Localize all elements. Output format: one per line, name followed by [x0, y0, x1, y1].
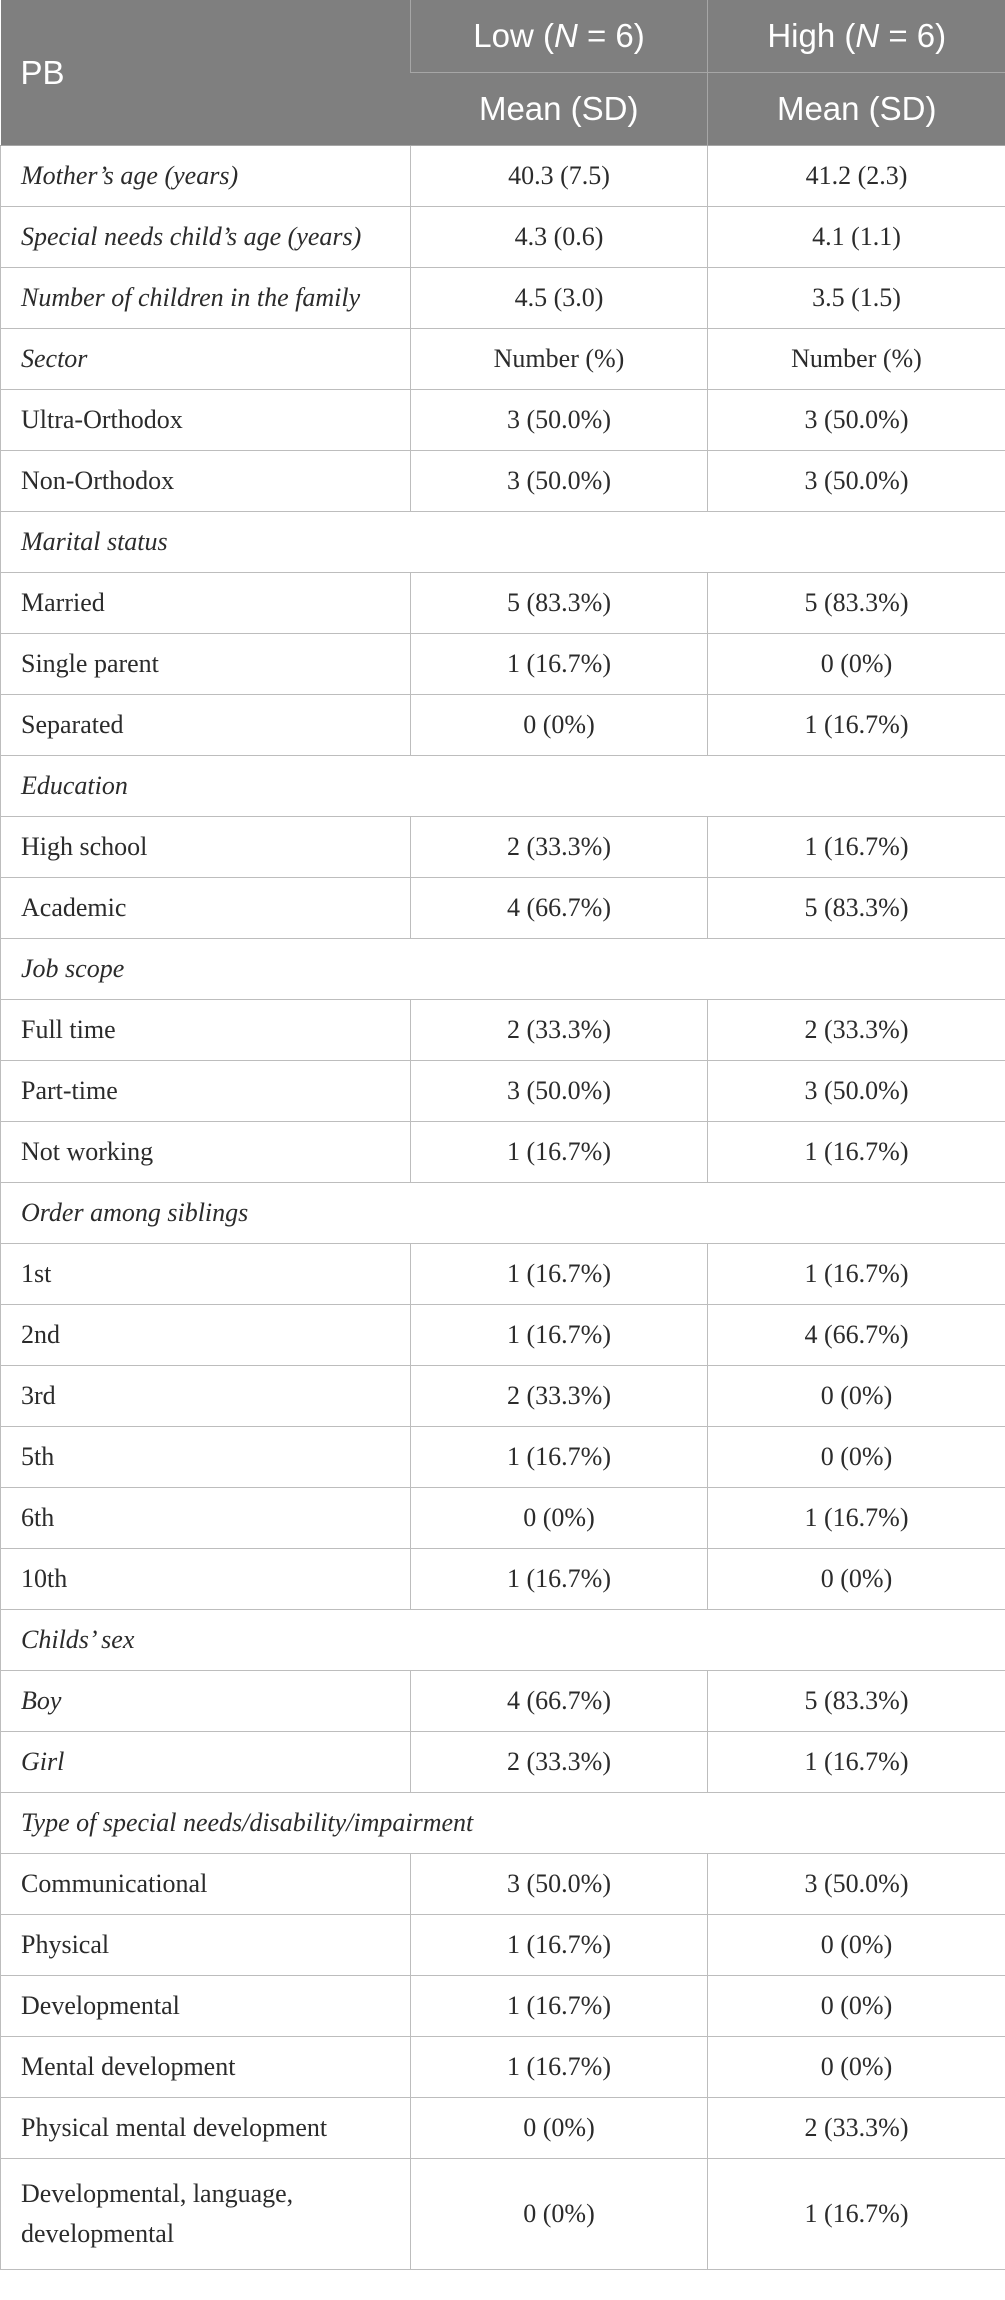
table-row: [1, 939, 1005, 1000]
high-value: 4.1 (1.1): [708, 207, 1005, 268]
high-group-header: [708, 0, 1005, 73]
high-value: 0 (0%): [708, 2037, 1005, 2098]
low-value: 3 (50.0%): [411, 1854, 708, 1915]
low-value: 1 (16.7%): [411, 1122, 708, 1183]
table-row: [1, 1915, 1005, 1976]
row-label: Separated: [1, 695, 411, 756]
low-value: 3 (50.0%): [411, 451, 708, 512]
low-value: 1 (16.7%): [411, 1427, 708, 1488]
row-label: Ultra-Orthodox: [1, 390, 411, 451]
row-label: Physical mental development: [1, 2098, 411, 2159]
row-label: Special needs child’s age (years): [1, 207, 411, 268]
header-row: [1, 0, 1005, 73]
table-row: [1, 1000, 1005, 1061]
high-header-suffix: = 6): [879, 17, 947, 54]
low-value: Number (%): [411, 329, 708, 390]
table-row: [1, 329, 1005, 390]
row-label: High school: [1, 817, 411, 878]
low-value: 4 (66.7%): [411, 1671, 708, 1732]
row-label: Communicational: [1, 1854, 411, 1915]
table-row: [1, 451, 1005, 512]
low-value: 4 (66.7%): [411, 878, 708, 939]
table-row: [1, 146, 1005, 207]
high-value: 3 (50.0%): [708, 1854, 1005, 1915]
table-row: [1, 878, 1005, 939]
low-value: 1 (16.7%): [411, 1976, 708, 2037]
low-value: 40.3 (7.5): [411, 146, 708, 207]
high-value: 0 (0%): [708, 1976, 1005, 2037]
row-label: Mental development: [1, 2037, 411, 2098]
high-value: 3 (50.0%): [708, 451, 1005, 512]
low-value: 2 (33.3%): [411, 1732, 708, 1793]
row-label: Part-time: [1, 1061, 411, 1122]
table-row: [1, 1854, 1005, 1915]
row-label: Full time: [1, 1000, 411, 1061]
low-value: 1 (16.7%): [411, 1305, 708, 1366]
table-row: [1, 268, 1005, 329]
high-value: 4 (66.7%): [708, 1305, 1005, 1366]
row-label: 6th: [1, 1488, 411, 1549]
high-subheader: Mean (SD): [708, 73, 1005, 146]
table-row: [1, 2098, 1005, 2159]
row-label: Sector: [1, 329, 411, 390]
table-row: [1, 1183, 1005, 1244]
table-row: [1, 1732, 1005, 1793]
table-row: [1, 1976, 1005, 2037]
high-value: 1 (16.7%): [708, 1488, 1005, 1549]
high-value: 1 (16.7%): [708, 695, 1005, 756]
table-row: [1, 390, 1005, 451]
high-header-n: N: [855, 17, 880, 54]
row-label: 5th: [1, 1427, 411, 1488]
low-header-n: N: [553, 17, 578, 54]
high-value: 0 (0%): [708, 1915, 1005, 1976]
high-value: 41.2 (2.3): [708, 146, 1005, 207]
table-row: [1, 207, 1005, 268]
high-value: 2 (33.3%): [708, 2098, 1005, 2159]
high-value: 1 (16.7%): [708, 1244, 1005, 1305]
table-row: [1, 634, 1005, 695]
high-value: 0 (0%): [708, 634, 1005, 695]
row-label: Married: [1, 573, 411, 634]
low-value: 3 (50.0%): [411, 390, 708, 451]
row-label: Order among siblings: [1, 1183, 1005, 1244]
low-header-prefix: Low (: [473, 17, 554, 54]
low-value: 2 (33.3%): [411, 1000, 708, 1061]
low-group-header: [411, 0, 708, 73]
low-value: 1 (16.7%): [411, 1549, 708, 1610]
table-row: [1, 512, 1005, 573]
high-value: 2 (33.3%): [708, 1000, 1005, 1061]
row-label: Type of special needs/disability/impairment: [1, 1793, 1005, 1854]
pb-header: PB: [1, 0, 411, 146]
table-body: [1, 146, 1005, 2270]
row-label: Marital status: [1, 512, 1005, 573]
low-value: 1 (16.7%): [411, 1244, 708, 1305]
low-value: 0 (0%): [411, 2159, 708, 2270]
row-label: Mother’s age (years): [1, 146, 411, 207]
high-value: 3 (50.0%): [708, 390, 1005, 451]
row-label: Single parent: [1, 634, 411, 695]
high-value: 0 (0%): [708, 1427, 1005, 1488]
row-label: Developmental, language, developmental: [1, 2159, 411, 2270]
low-value: 4.5 (3.0): [411, 268, 708, 329]
low-value: 4.3 (0.6): [411, 207, 708, 268]
table-row: [1, 1793, 1005, 1854]
row-label: Education: [1, 756, 1005, 817]
table-row: [1, 1671, 1005, 1732]
low-value: 2 (33.3%): [411, 1366, 708, 1427]
row-label: Boy: [1, 1671, 411, 1732]
table-row: [1, 1610, 1005, 1671]
table-row: [1, 1061, 1005, 1122]
high-value: 1 (16.7%): [708, 817, 1005, 878]
high-value: 1 (16.7%): [708, 1122, 1005, 1183]
row-label: Number of children in the family: [1, 268, 411, 329]
low-value: 5 (83.3%): [411, 573, 708, 634]
high-value: 0 (0%): [708, 1366, 1005, 1427]
table-row: [1, 817, 1005, 878]
table-row: [1, 1366, 1005, 1427]
low-header-suffix: = 6): [577, 17, 645, 54]
low-value: 1 (16.7%): [411, 2037, 708, 2098]
row-label: 1st: [1, 1244, 411, 1305]
table-header: [1, 0, 1005, 146]
high-value: Number (%): [708, 329, 1005, 390]
high-header-prefix: High (: [767, 17, 856, 54]
row-label: Developmental: [1, 1976, 411, 2037]
row-label: 3rd: [1, 1366, 411, 1427]
table-row: [1, 1122, 1005, 1183]
low-value: 0 (0%): [411, 2098, 708, 2159]
table-row: [1, 1427, 1005, 1488]
high-value: 3.5 (1.5): [708, 268, 1005, 329]
table-row: [1, 1305, 1005, 1366]
row-label: 2nd: [1, 1305, 411, 1366]
low-value: 1 (16.7%): [411, 1915, 708, 1976]
high-value: 5 (83.3%): [708, 1671, 1005, 1732]
row-label: Academic: [1, 878, 411, 939]
low-value: 2 (33.3%): [411, 817, 708, 878]
row-label: Girl: [1, 1732, 411, 1793]
high-value: 3 (50.0%): [708, 1061, 1005, 1122]
table-row: [1, 695, 1005, 756]
row-label: Physical: [1, 1915, 411, 1976]
table-row: [1, 1488, 1005, 1549]
high-value: 1 (16.7%): [708, 1732, 1005, 1793]
table-row: [1, 2159, 1005, 2270]
row-label: 10th: [1, 1549, 411, 1610]
low-value: 1 (16.7%): [411, 634, 708, 695]
row-label: Childs’ sex: [1, 1610, 1005, 1671]
high-value: 1 (16.7%): [708, 2159, 1005, 2270]
row-label: Not working: [1, 1122, 411, 1183]
table-row: [1, 1244, 1005, 1305]
table-row: [1, 2037, 1005, 2098]
low-value: 0 (0%): [411, 695, 708, 756]
high-value: 0 (0%): [708, 1549, 1005, 1610]
row-label: Job scope: [1, 939, 1005, 1000]
low-value: 0 (0%): [411, 1488, 708, 1549]
low-subheader: Mean (SD): [411, 73, 708, 146]
high-value: 5 (83.3%): [708, 573, 1005, 634]
table-row: [1, 756, 1005, 817]
table-row: [1, 573, 1005, 634]
table-row: [1, 1549, 1005, 1610]
row-label: Non-Orthodox: [1, 451, 411, 512]
low-value: 3 (50.0%): [411, 1061, 708, 1122]
high-value: 5 (83.3%): [708, 878, 1005, 939]
